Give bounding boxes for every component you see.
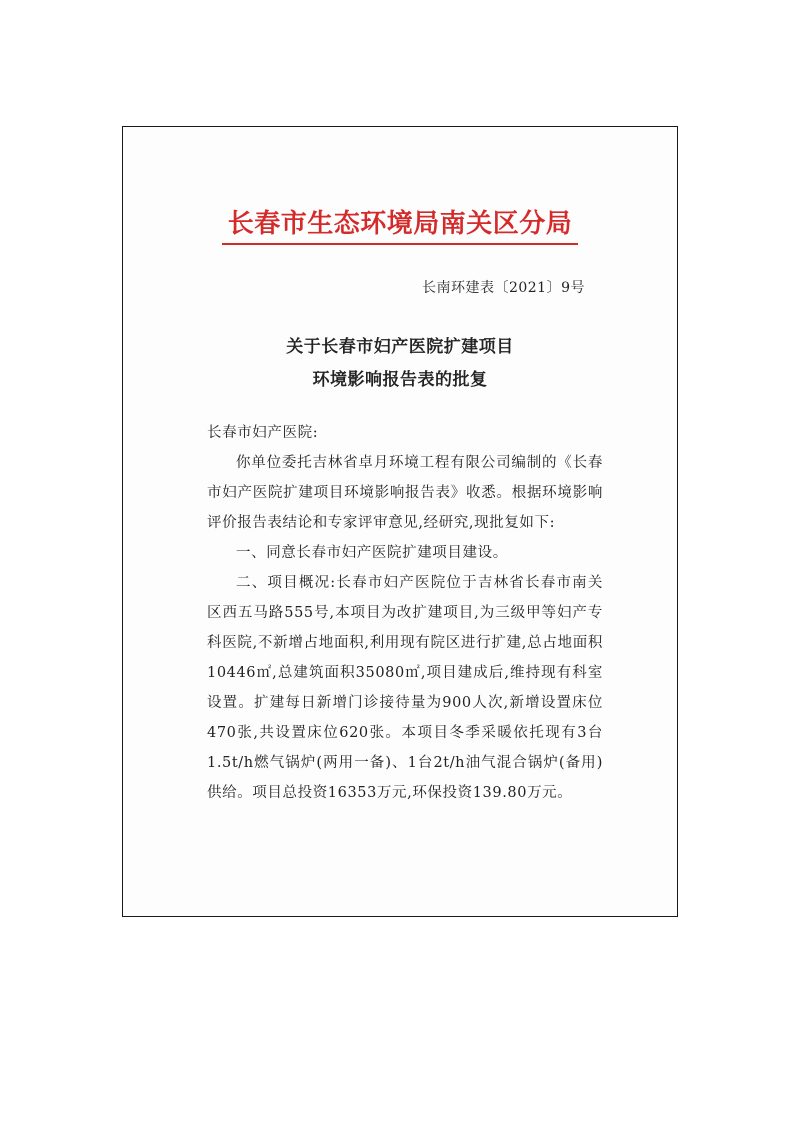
salutation: 长春市妇产医院:	[207, 425, 319, 441]
letterhead	[123, 203, 677, 245]
paragraph-intro: 你单位委托吉林省卓月环境工程有限公司编制的《长春市妇产医院扩建项目环境影响报告表》收悉。根据环境影响评价报告表结论和专家评审意见,经研究,现批复如下:	[207, 455, 603, 531]
paragraph-item-2: 二、项目概况:长春市妇产医院位于吉林省长春市南关区西五马路555号,本项目为改扩建项目,为三级甲等妇产专科医院,不新增占地面积,利用现有院区进行扩建,总占地面积10446㎡,总建筑面积35080㎡,项目建成后,维持现有科室设置。扩建每日新增门诊接待量为900人次,新增设置床位470张,共设置床位620张。本项目冬季采暖依托现有3台1.5t/h燃气锅炉(两用一备)、1台2t/h油气混合锅炉(备用)供给。项目总投资16353万元,环保投资139.80万元。	[207, 575, 603, 801]
paragraph-item-1: 一、同意长春市妇产医院扩建项目建设。	[236, 545, 508, 561]
document-title-line-1: 关于长春市妇产医院扩建项目	[286, 337, 514, 357]
letterhead-org-name: 长春市生态环境局南关区分局	[222, 203, 579, 245]
body-paragraphs	[207, 448, 603, 808]
document-number: 长南环建表〔2021〕9号	[421, 280, 585, 296]
document-page	[122, 126, 678, 917]
document-title-line-2: 环境影响报告表的批复	[312, 370, 488, 390]
